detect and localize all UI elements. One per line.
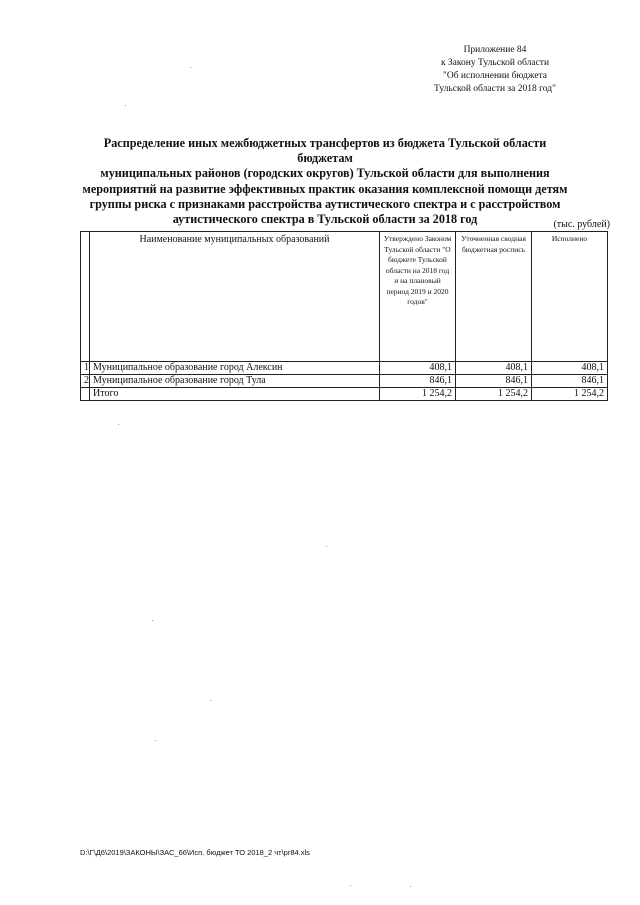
row-approved: 408,1 xyxy=(380,362,456,375)
title-line: мероприятий на развитие эффективных практик оказания комплексной помощи детям xyxy=(82,181,568,196)
row-revised: 846,1 xyxy=(456,375,532,388)
row-index: 2 xyxy=(81,375,90,388)
units-label: (тыс. рублей) xyxy=(553,219,610,230)
row-executed: 846,1 xyxy=(532,375,608,388)
scan-speck xyxy=(118,424,119,425)
row-executed: 1 254,2 xyxy=(532,388,608,401)
appendix-line: Тульской области за 2018 год" xyxy=(434,84,556,94)
row-name: Муниципальное образование город Алексин xyxy=(90,362,380,375)
scan-speck xyxy=(350,885,351,886)
appendix-header xyxy=(420,44,570,96)
appendix-line: к Закону Тульской области xyxy=(440,58,550,68)
scan-speck xyxy=(152,620,153,621)
header-approved: Утверждено Законом Тульской области "О бюджете Тульской области на 2018 год и на плановый период 2019 и 2020 годов" xyxy=(380,232,456,362)
header-revised: Уточненная сводная бюджетная роспись xyxy=(456,232,532,362)
row-name: Муниципальное образование город Тула xyxy=(90,375,380,388)
row-index: 1 xyxy=(81,362,90,375)
transfers-table xyxy=(80,231,608,401)
header-executed: Исполнено xyxy=(532,232,608,362)
scan-speck xyxy=(190,67,191,68)
scan-speck xyxy=(326,546,327,547)
scan-speck xyxy=(410,886,411,887)
row-executed: 408,1 xyxy=(532,362,608,375)
header-name: Наименование муниципальных образований xyxy=(90,232,380,362)
appendix-line: Приложение 84 xyxy=(463,45,527,55)
title-line: аутистического спектра в Тульской области за 2018 год xyxy=(172,212,478,227)
scan-speck xyxy=(155,740,156,741)
row-approved: 846,1 xyxy=(380,375,456,388)
row-name: Итого xyxy=(90,388,380,401)
title-line: муниципальных районов (городских округов) Тульской области для выполнения xyxy=(100,166,550,181)
row-index xyxy=(81,388,90,401)
row-revised: 408,1 xyxy=(456,362,532,375)
header-index-cell xyxy=(81,232,90,362)
appendix-line: "Об исполнении бюджета xyxy=(442,71,548,81)
document-title xyxy=(80,136,570,227)
table-row xyxy=(81,375,608,388)
file-path-footer: D:\Г\Д6\2019\ЗАКОНЫ\ЗАС_66\Исп. бюджет ТО 2018_2 чт\pr84.xls xyxy=(80,848,310,857)
table-total-row xyxy=(81,388,608,401)
title-line: группы риска с признаками расстройства аутистического спектра и с расстройством xyxy=(89,196,561,211)
row-approved: 1 254,2 xyxy=(380,388,456,401)
table-row xyxy=(81,362,608,375)
scan-speck xyxy=(125,105,126,106)
title-line: Распределение иных межбюджетных трансфертов из бюджета Тульской области бюджетам xyxy=(103,136,547,166)
table-header-row xyxy=(81,232,608,362)
scan-speck xyxy=(210,700,211,701)
row-revised: 1 254,2 xyxy=(456,388,532,401)
